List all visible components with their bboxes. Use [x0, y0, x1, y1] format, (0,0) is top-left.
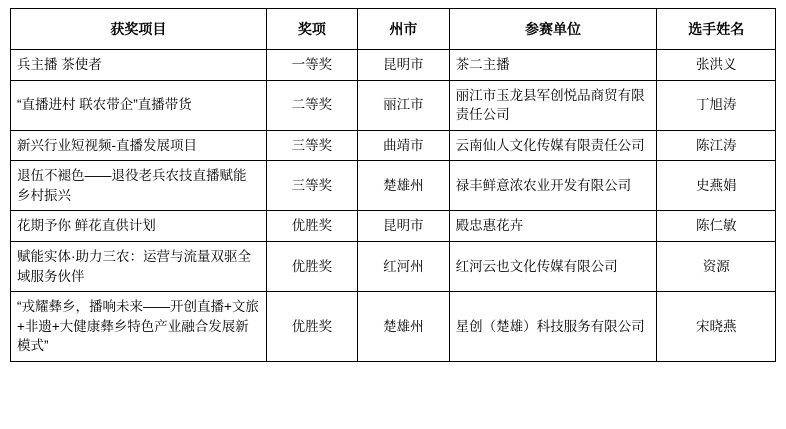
cell-city: 丽江市 [358, 80, 449, 130]
column-header-award: 奖项 [266, 9, 357, 50]
cell-name: 宋晓燕 [657, 292, 776, 362]
cell-name: 陈仁敏 [657, 211, 776, 242]
cell-name: 陈江涛 [657, 130, 776, 161]
cell-project: 赋能实体·助力三农：运营与流量双驱全域服务伙伴 [11, 241, 267, 291]
cell-unit: 禄丰鲜意浓农业开发有限公司 [449, 161, 657, 211]
table-row [11, 211, 776, 242]
table-header-row [11, 9, 776, 50]
cell-project: 退伍不褪色——退役老兵农技直播赋能乡村振兴 [11, 161, 267, 211]
cell-project: 新兴行业短视频-直播发展项目 [11, 130, 267, 161]
cell-award: 三等奖 [266, 161, 357, 211]
cell-city: 楚雄州 [358, 292, 449, 362]
cell-unit: 星创（楚雄）科技服务有限公司 [449, 292, 657, 362]
cell-city: 红河州 [358, 241, 449, 291]
cell-city: 昆明市 [358, 211, 449, 242]
cell-award: 优胜奖 [266, 292, 357, 362]
column-header-city: 州市 [358, 9, 449, 50]
cell-award: 优胜奖 [266, 211, 357, 242]
cell-unit: 红河云也文化传媒有限公司 [449, 241, 657, 291]
cell-award: 优胜奖 [266, 241, 357, 291]
cell-award: 二等奖 [266, 80, 357, 130]
table-body [11, 50, 776, 362]
cell-unit: 殿忠惠花卉 [449, 211, 657, 242]
table-row [11, 161, 776, 211]
column-header-project: 获奖项目 [11, 9, 267, 50]
column-header-name: 选手姓名 [657, 9, 776, 50]
table-row [11, 50, 776, 81]
cell-name: 丁旭涛 [657, 80, 776, 130]
column-header-unit: 参赛单位 [449, 9, 657, 50]
cell-project: 兵主播 茶使者 [11, 50, 267, 81]
cell-unit: 茶二主播 [449, 50, 657, 81]
cell-city: 曲靖市 [358, 130, 449, 161]
cell-name: 史燕娟 [657, 161, 776, 211]
cell-project: “直播进村 联农带企”直播带货 [11, 80, 267, 130]
award-results-table [10, 8, 776, 362]
cell-city: 楚雄州 [358, 161, 449, 211]
cell-project: 花期予你 鲜花直供计划 [11, 211, 267, 242]
table-row [11, 292, 776, 362]
table-row [11, 80, 776, 130]
cell-project: “戎耀彝乡，播响未来——开创直播+文旅+非遗+大健康彝乡特色产业融合发展新模式” [11, 292, 267, 362]
cell-unit: 丽江市玉龙县军创悦品商贸有限责任公司 [449, 80, 657, 130]
cell-award: 三等奖 [266, 130, 357, 161]
cell-unit: 云南仙人文化传媒有限责任公司 [449, 130, 657, 161]
table-row [11, 130, 776, 161]
cell-city: 昆明市 [358, 50, 449, 81]
cell-award: 一等奖 [266, 50, 357, 81]
table-row [11, 241, 776, 291]
cell-name: 资源 [657, 241, 776, 291]
table-header [11, 9, 776, 50]
cell-name: 张洪义 [657, 50, 776, 81]
